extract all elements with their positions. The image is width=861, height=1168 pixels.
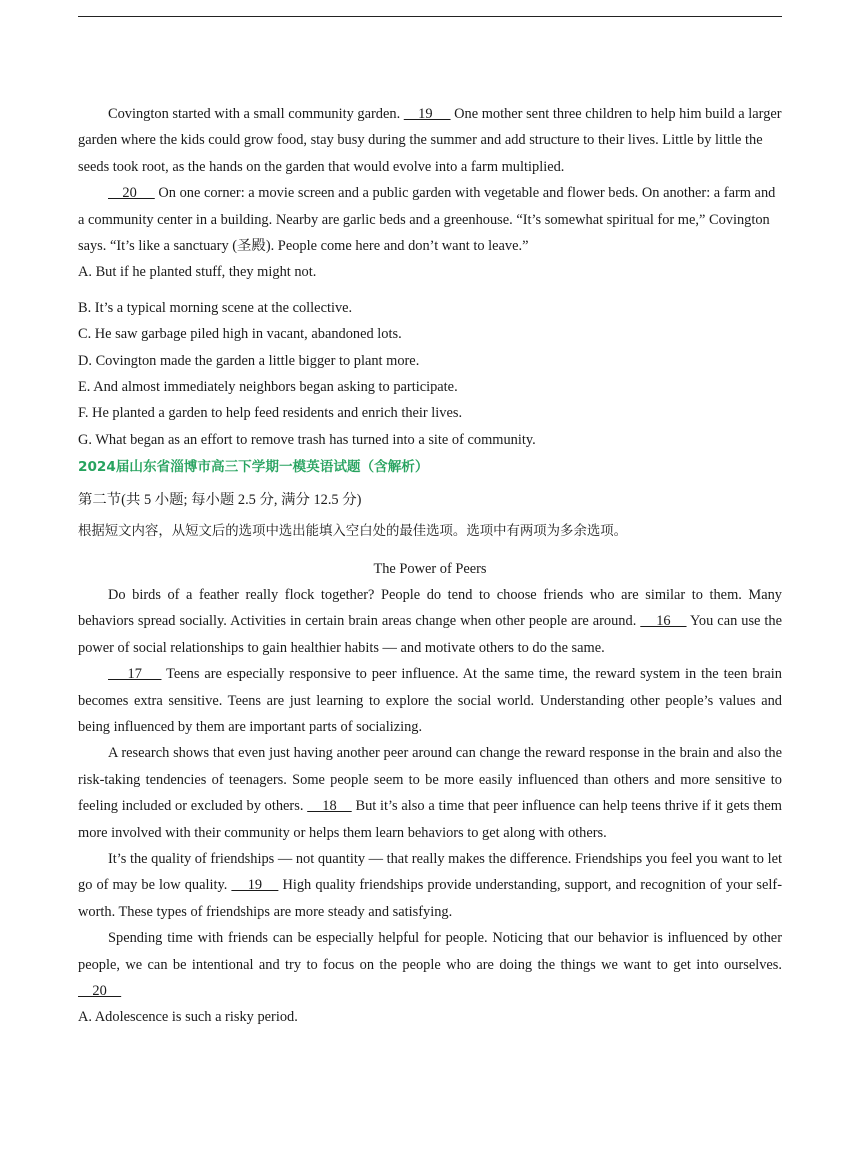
paragraph-7: Spending time with friends can be especially helpful for people. Noticing that our behavior is influenced by other people, we can be intentional and try to focus on the people who are doing the things we want to get into ourselves. 20 [78,930,782,999]
paragraph-2: 20 On one corner: a movie screen and a public garden with vegetable and flower beds. On another: a farm and a community center in a building. Nearby are garlic beds and a greenhouse. “It’s somewhat spiritual for me,” Covington says. “It’s like a sanctuary (圣殿). People come here and don’t want to leave.” [78,185,776,255]
blank-17[interactable]: 17 [108,666,162,683]
instructions: 根据短文内容，从短文后的选项中选出能填入空白处的最佳选项。选项中有两项为多余选项。 [78,524,628,540]
option-g: G. What began as an effort to remove trash has turned into a site of community. [78,431,536,448]
option-e: E. And almost immediately neighbors began asking to participate. [78,379,458,396]
paragraph-5: A research shows that even just having another peer around can change the reward response in the brain and also the risk-taking tendencies of teenagers. Some people seem to be more easily influenced than others and more sensitive to feeling included or excluded by others. 18 But it’s also a time that peer influence can help teens thrive if it gets them more involved with their community or helps them learn behaviors to get along with others. [78,745,782,841]
blank-19[interactable]: 19 [403,106,451,122]
blank-20b[interactable]: 20 [78,983,122,999]
paragraph-1: Covington started with a small community garden. 19 One mother sent three children to help him build a larger garden where the kids could grow food, stay busy during the summer and add structure to their lives. Little by little the seeds took root, as the hands on the garden that would evolve into a farm multiplied. [78,106,782,175]
option-a-2: A. Adolescence is such a risky period. [78,1009,298,1026]
blank-20[interactable]: 20 [108,185,155,202]
blank-16[interactable]: 16 [640,613,687,630]
option-a: A. But if he planted stuff, they might not. [78,264,317,281]
paragraph-3: Do birds of a feather really flock together? People do tend to choose friends who are similar to them. Many behaviors spread socially. Activities in certain brain areas change when other people are around. 16 You can use the power of social relationships to gain healthier habits — and motivate others to do the same. [78,586,783,656]
option-b: B. It’s a typical morning scene at the collective. [78,299,353,316]
document-page [78,101,782,1031]
paragraph-6: It’s the quality of friendships — not quantity — that really makes the difference. Friendships you feel you want to let go of may be low quality. 19 High quality friendships provide understanding, support, and recognition of your self-worth. These types of friendships are more steady and satisfying. [78,850,783,920]
paragraph-4: 17 Teens are especially responsive to peer influence. At the same time, the reward system in the teen brain becomes extra sensitive. Teens are just learning to explore the social world. Understanding other people’s values and being influenced by them are important parts of socializing. [78,666,782,735]
blank-18[interactable]: 18 [307,798,352,815]
blank-19b[interactable]: 19 [231,877,279,894]
passage-title: The Power of Peers [373,560,487,577]
option-f: F. He planted a garden to help feed residents and enrich their lives. [78,405,463,422]
option-c: C. He saw garbage piled high in vacant, abandoned lots. [78,326,402,343]
option-d: D. Covington made the garden a little bigger to plant more. [78,352,420,369]
header-rule [78,16,782,17]
exam-heading: 2024届山东省淄博市高三下学期一模英语试题（含解析） [78,459,429,476]
section-label: 第二节(共 5 小题; 每小题 2.5 分, 满分 12.5 分) [78,491,362,508]
